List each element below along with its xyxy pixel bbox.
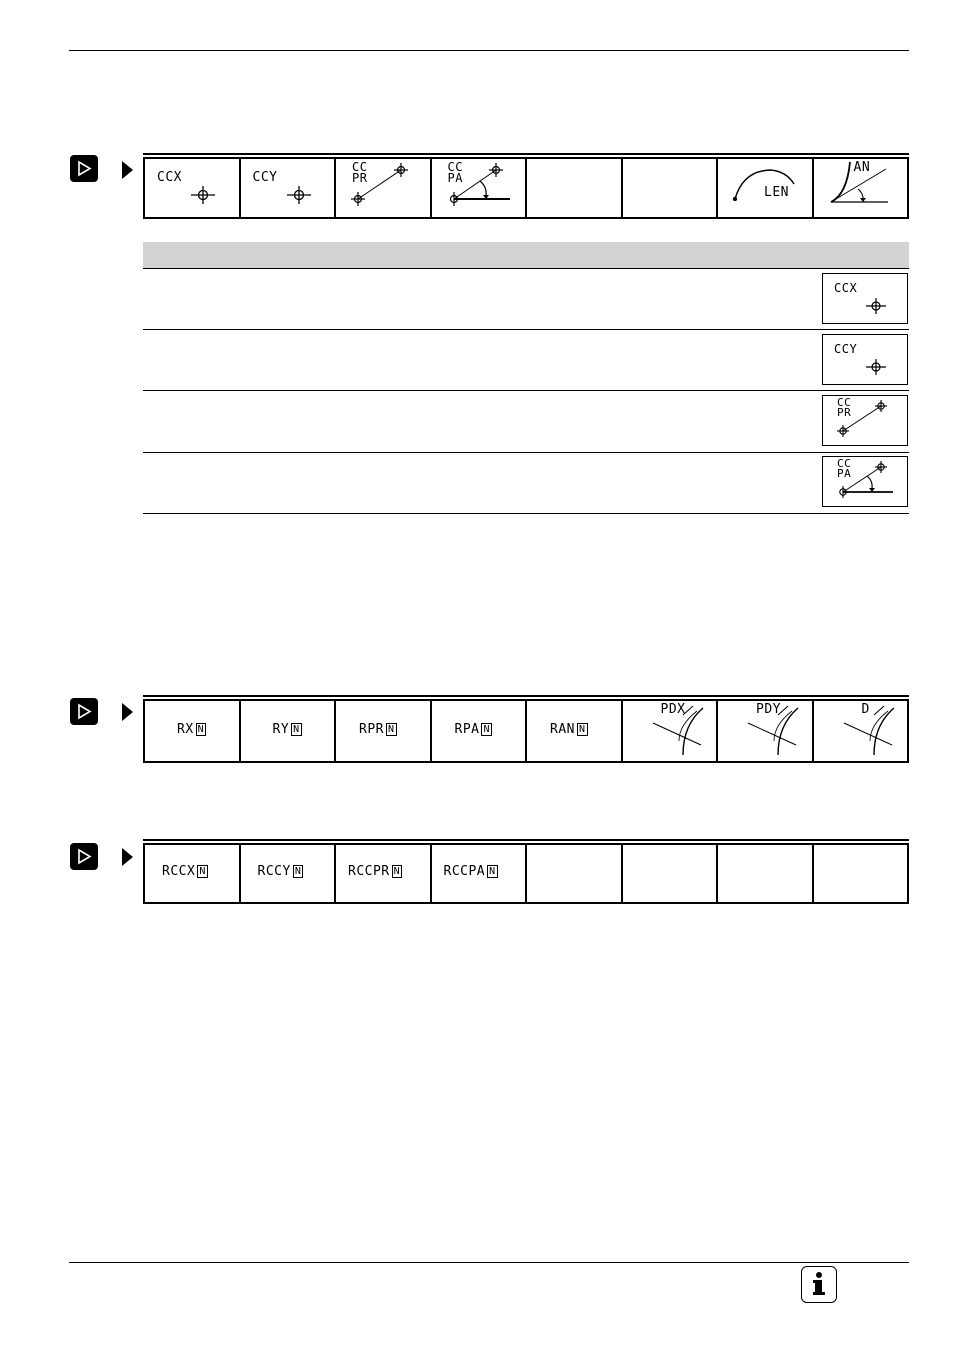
crosshair-icon xyxy=(823,274,909,325)
table-row-icon-label: CCX xyxy=(834,281,858,295)
polar-radius-icon xyxy=(336,159,430,217)
n-key-icon: N xyxy=(489,866,496,877)
crosshair-icon xyxy=(241,159,335,217)
table-rule xyxy=(143,329,909,330)
table-rule xyxy=(143,452,909,453)
crosshair-icon xyxy=(823,335,909,386)
softkey-rpr-label: RPR xyxy=(359,722,384,737)
softkey-ran-label: RAN xyxy=(550,722,575,737)
table-row-icon-cc-pa xyxy=(822,456,908,507)
arrow-right-icon xyxy=(122,703,133,721)
play-key-icon[interactable] xyxy=(70,698,98,725)
curve-distance-icon xyxy=(814,701,908,761)
softkey-len[interactable] xyxy=(718,159,814,217)
n-key-icon: N xyxy=(393,866,401,877)
softkey-d-label: D xyxy=(861,702,870,717)
softkey-pdx-label: PDX xyxy=(660,702,686,717)
softkey-rccpr-label: RCCPR xyxy=(348,864,390,879)
arrow-right-icon xyxy=(122,161,133,179)
softkey-an-label: AN xyxy=(853,160,871,175)
tangent-angle-icon xyxy=(814,159,908,217)
info-icon xyxy=(801,1266,837,1303)
play-key-icon[interactable] xyxy=(70,155,98,182)
softkey-len-label: LEN xyxy=(764,185,789,200)
curve-distance-icon xyxy=(623,701,717,761)
softkey-ccx-label: CCX xyxy=(157,170,182,185)
n-key-icon: N xyxy=(483,724,491,735)
softkey-rccx-label: RCCX xyxy=(162,864,196,879)
softkey-ry-label: RY xyxy=(272,722,290,737)
softkey-rccpr[interactable] xyxy=(336,845,432,902)
curve-distance-icon xyxy=(718,701,812,761)
play-key-icon[interactable] xyxy=(70,843,98,870)
softkey-empty-6 xyxy=(623,845,719,902)
n-key-icon: N xyxy=(199,866,206,877)
softkey-rpa[interactable] xyxy=(432,701,528,761)
softkey-ccy-label: CCY xyxy=(252,170,278,185)
softkey-ccy[interactable] xyxy=(241,159,337,217)
softkey-bar-polar-pole xyxy=(143,153,909,219)
softkey-pdy[interactable] xyxy=(718,701,814,761)
n-key-icon: N xyxy=(578,724,586,735)
softkey-cc-pa[interactable] xyxy=(432,159,528,217)
crosshair-icon xyxy=(145,159,239,217)
table-row-icon-cc-pr xyxy=(822,395,908,446)
softkey-rpa-label: RPA xyxy=(454,722,480,737)
table-rule xyxy=(143,513,909,514)
softkey-rccy[interactable] xyxy=(241,845,337,902)
softkey-empty-6 xyxy=(623,159,719,217)
softkey-rccpa[interactable] xyxy=(432,845,528,902)
softkey-d[interactable] xyxy=(814,701,908,761)
table-header xyxy=(143,242,909,268)
softkey-rccpa-label: RCCPA xyxy=(443,864,486,879)
n-key-icon: N xyxy=(197,724,205,735)
softkey-cc-pr-label: CC PR xyxy=(352,160,368,185)
table-rule xyxy=(143,268,909,269)
softkey-pdy-label: PDY xyxy=(756,702,781,717)
n-key-icon: N xyxy=(387,724,395,735)
n-key-icon: N xyxy=(294,866,302,877)
softkey-cc-pa-label: CC PA xyxy=(447,160,463,185)
table-row-icon-ccy xyxy=(822,334,908,385)
softkey-ry[interactable] xyxy=(241,701,337,761)
softkey-ran[interactable] xyxy=(527,701,623,761)
table-row-icon-label: CC PA xyxy=(837,457,852,480)
softkey-empty-5 xyxy=(527,845,623,902)
softkey-rccx[interactable] xyxy=(145,845,241,902)
softkey-empty-5 xyxy=(527,159,623,217)
polar-radius-icon xyxy=(823,396,909,447)
header-rule xyxy=(69,50,909,51)
table-row-icon-label: CC PR xyxy=(837,396,852,419)
softkey-rpr[interactable] xyxy=(336,701,432,761)
softkey-rx[interactable] xyxy=(145,701,241,761)
softkey-cc-pr[interactable] xyxy=(336,159,432,217)
softkey-pdx[interactable] xyxy=(623,701,719,761)
polar-angle-icon xyxy=(823,457,909,508)
softkey-an[interactable] xyxy=(814,159,908,217)
softkey-rccy-label: RCCY xyxy=(257,864,291,879)
table-rule xyxy=(143,390,909,391)
arrow-right-icon xyxy=(122,848,133,866)
table-row-icon-label: CCY xyxy=(834,342,858,356)
softkey-bar-relative xyxy=(143,695,909,763)
polar-angle-icon xyxy=(432,159,526,217)
softkey-ccx[interactable] xyxy=(145,159,241,217)
softkey-empty-8 xyxy=(814,845,908,902)
footer-rule xyxy=(69,1262,909,1263)
softkey-rx-label: RX xyxy=(177,722,194,737)
softkey-empty-7 xyxy=(718,845,814,902)
softkey-bar-relative-pole xyxy=(143,839,909,904)
n-key-icon: N xyxy=(293,724,300,735)
table-row-icon-ccx xyxy=(822,273,908,324)
